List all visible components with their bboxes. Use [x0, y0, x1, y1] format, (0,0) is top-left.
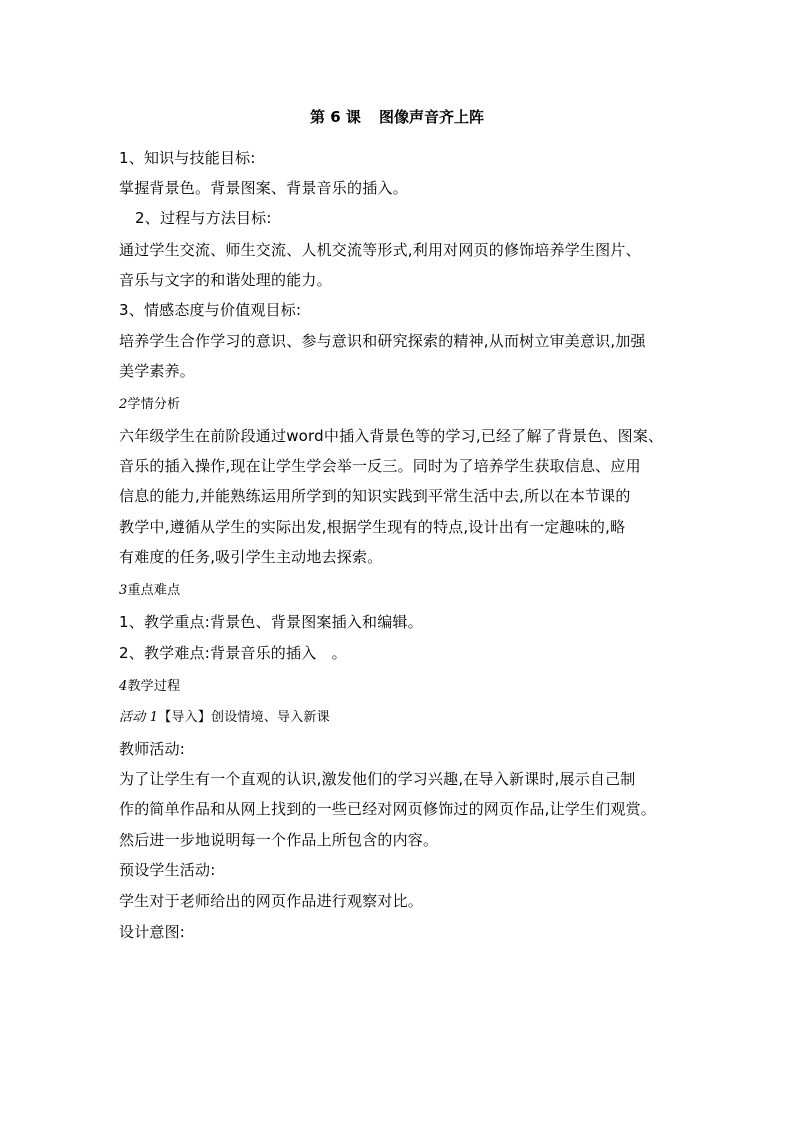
section-3-label: 重点难点	[127, 583, 181, 598]
design-intent-heading: 设计意图:	[119, 923, 186, 941]
key-point-1: 1、教学重点:背景色、背景图案插入和编辑。	[119, 613, 423, 631]
lesson-title: 图像声音齐上阵	[378, 108, 484, 126]
section-4-heading	[119, 677, 699, 697]
objective-1-text: 掌握背景色。背景图案、背景音乐的插入。	[119, 179, 408, 197]
teacher-activity-heading: 教师活动:	[119, 740, 186, 758]
objective-1-heading: 1、知识与技能目标:	[119, 149, 256, 167]
teacher-activity-line-3: 然后进一步地说明每一个作品上所包含的内容。	[119, 831, 439, 849]
objective-3-heading: 3、情感态度与价值观目标:	[119, 301, 302, 319]
section-4-number: 4	[119, 679, 128, 694]
key-point-2: 2、教学难点:背景音乐的插入 。	[119, 644, 347, 662]
analysis-line-2: 音乐的插入操作,现在让学生学会举一反三。同时为了培养学生获取信息、应用	[119, 457, 641, 475]
student-activity-heading: 预设学生活动:	[119, 861, 216, 879]
activity-1-label: 【导入】创设情境、导入新课	[158, 710, 330, 725]
analysis-line-5: 有难度的任务,吸引学生主动地去探索。	[119, 548, 383, 566]
objective-2-heading: 2、过程与方法目标:	[135, 209, 272, 227]
section-2-label: 学情分析	[127, 397, 181, 412]
analysis-line-4: 教学中,遵循从学生的实际出发,根据学生现有的特点,设计出有一定趣味的,略	[119, 518, 626, 536]
section-2-number: 2	[119, 397, 128, 412]
activity-1-prefix: 活动 1	[119, 710, 159, 725]
section-3-heading	[119, 581, 699, 601]
section-2-heading	[119, 395, 699, 415]
analysis-line-3: 信息的能力,并能熟练运用所学到的知识实践到平常生活中去,所以在本节课的	[119, 487, 631, 505]
section-3-number: 3	[119, 583, 128, 598]
section-4-label: 教学过程	[127, 679, 181, 694]
objective-3-text-2: 美学素养。	[119, 362, 196, 380]
analysis-line-1: 六年级学生在前阶段通过word中插入背景色等的学习,已经了解了背景色、图案、	[119, 427, 664, 445]
page-title	[0, 106, 794, 128]
objective-2-text-2: 音乐与文字的和谐处理的能力。	[119, 271, 332, 289]
objective-3-text-1: 培养学生合作学习的意识、参与意识和研究探索的精神,从而树立审美意识,加强	[119, 332, 646, 350]
lesson-number: 第 6 课	[310, 108, 361, 126]
activity-1-heading	[119, 708, 699, 728]
student-activity-text: 学生对于老师给出的网页作品进行观察对比。	[119, 892, 424, 910]
objective-2-text-1: 通过学生交流、师生交流、人机交流等形式,利用对网页的修饰培养学生图片、	[119, 241, 641, 259]
teacher-activity-line-1: 为了让学生有一个直观的认识,激发他们的学习兴趣,在导入新课时,展示自己制	[119, 770, 636, 788]
teacher-activity-line-2: 作的简单作品和从网上找到的一些已经对网页修饰过的网页作品,让学生们观赏。	[119, 800, 656, 818]
